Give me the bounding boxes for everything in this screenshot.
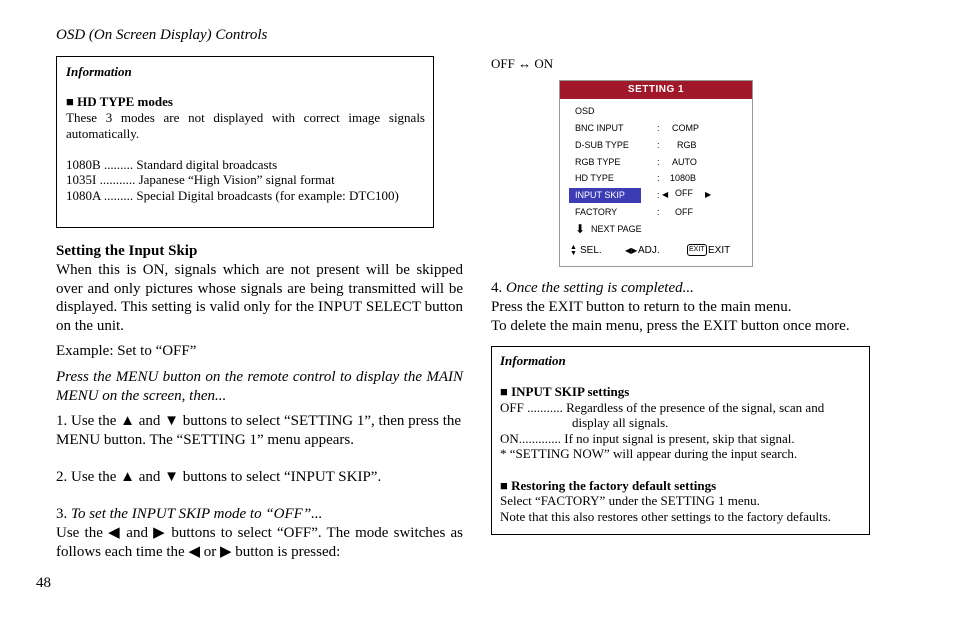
osd-row-rgb-type[interactable] <box>560 154 752 170</box>
step-3-title: To set the INPUT SKIP mode to “OFF”... <box>71 506 323 522</box>
down-arrow-icon: ⬇ <box>575 222 586 236</box>
osd-row-label: HD TYPE <box>575 173 614 183</box>
osd-menu-title: SETTING 1 <box>560 81 752 99</box>
step-1: 1. Use the ▲ and ▼ buttons to select “SETTING 1”, then press the MENU button. The “SETTING 1” menu appears. <box>56 413 462 448</box>
osd-row-hd-type[interactable] <box>560 170 752 186</box>
restore-line-2: Note that this also restores other settings to the factory defaults. <box>500 509 832 524</box>
osd-row-factory[interactable] <box>560 204 752 220</box>
next-page-label: NEXT PAGE <box>591 224 642 234</box>
osd-row-value: AUTO <box>672 157 697 167</box>
step-4-heading <box>491 279 694 298</box>
setting-now-note: * “SETTING NOW” will appear during the input search. <box>500 446 798 461</box>
osd-row-label: FACTORY <box>575 207 618 217</box>
information-box-hd-type <box>56 56 434 228</box>
example-text: Example: Set to “OFF” <box>56 343 197 359</box>
step-4-line-2: To delete the main menu, press the EXIT button once more. <box>491 318 850 334</box>
info-heading: Information <box>500 353 566 368</box>
section-heading-input-skip: Setting the Input Skip <box>56 243 198 259</box>
osd-row-input-skip[interactable] <box>560 187 752 203</box>
step-4-number: 4. <box>491 280 506 296</box>
info-subheading-input-skip: ■ INPUT SKIP settings <box>500 384 630 399</box>
step-3-body: Use the ◀ and ▶ buttons to select “OFF”. The mode switches as follows each time the ◀ or ▶ button is pressed: <box>56 525 463 560</box>
restore-line-1: Select “FACTORY” under the SETTING 1 menu. <box>500 493 760 508</box>
osd-row-colon: : <box>657 207 660 217</box>
osd-row-label: OSD <box>575 106 595 116</box>
osd-row-value: RGB <box>677 140 697 150</box>
osd-row-value: OFF <box>675 188 693 198</box>
section-header: OSD (On Screen Display) Controls <box>56 27 268 43</box>
osd-row-value: OFF <box>675 207 693 217</box>
right-arrow-icon[interactable]: ▶ <box>705 190 712 199</box>
off-setting-line-2: display all signals. <box>572 415 669 430</box>
osd-row-label: RGB TYPE <box>575 157 621 167</box>
osd-row-colon: : <box>657 123 660 133</box>
off-setting-line-1: OFF ........... Regardless of the presence of the signal, scan and <box>500 400 825 415</box>
osd-setting-1-menu <box>559 80 753 267</box>
step-3-number: 3. <box>56 506 71 522</box>
osd-row-value: 1080B <box>670 173 697 183</box>
info-heading: Information <box>66 64 132 79</box>
osd-row-colon: : <box>657 157 660 167</box>
adj-label: ADJ. <box>638 245 660 256</box>
step-4-title: Once the setting is completed... <box>506 280 694 296</box>
page-number: 48 <box>36 575 51 591</box>
osd-row-label: D-SUB TYPE <box>575 140 629 150</box>
hd-mode-1035i: 1035I ........... Japanese “High Vision” signal format <box>66 172 335 187</box>
exit-label: EXIT <box>708 245 731 256</box>
menu-instruction: Press the MENU button on the remote control to display the MAIN MENU on the screen, then... <box>56 369 463 404</box>
left-right-arrows-icon: ◀▶ <box>625 246 638 255</box>
osd-row-bnc-input[interactable] <box>560 120 752 136</box>
toggle-sequence: OFF ↔ ON <box>491 56 554 71</box>
on-setting-line: ON............. If no input signal is present, skip that signal. <box>500 431 795 446</box>
step-3-heading <box>56 505 463 524</box>
left-arrow-icon[interactable]: ◀ <box>662 190 669 199</box>
osd-row-value: COMP <box>672 123 699 133</box>
info-subheading-factory: ■ Restoring the factory default settings <box>500 478 717 493</box>
osd-row-label: INPUT SKIP <box>575 190 625 200</box>
osd-row-d-sub-type[interactable] <box>560 137 752 153</box>
osd-row-next-page[interactable] <box>560 221 752 237</box>
exit-icon: EXIT <box>687 243 707 259</box>
osd-row-colon: : <box>657 173 660 183</box>
sel-label: SEL. <box>580 245 602 256</box>
osd-row-label: BNC INPUT <box>575 123 624 133</box>
up-down-arrows-icon: ▲ ▼ <box>570 244 577 257</box>
hd-mode-1080a: 1080A ......... Special Digital broadcasts (for example: DTC100) <box>66 188 399 203</box>
osd-row-osd[interactable] <box>560 103 752 119</box>
step-2: 2. Use the ▲ and ▼ buttons to select “INPUT SKIP”. <box>56 469 382 485</box>
info-intro: These 3 modes are not displayed with correct image signals automatically. <box>66 110 425 141</box>
osd-row-colon: : <box>657 190 660 200</box>
step-4-line-1: Press the EXIT button to return to the main menu. <box>491 299 792 315</box>
information-box-input-skip <box>491 346 870 535</box>
osd-row-colon: : <box>657 140 660 150</box>
input-skip-description: When this is ON, signals which are not present will be skipped over and only pictures whose signals are being transmitted will be displayed. This setting is valid only for the INPUT SELECT button on the unit. <box>56 262 463 334</box>
hd-mode-1080b: 1080B ......... Standard digital broadcasts <box>66 157 278 172</box>
info-subheading: ■ HD TYPE modes <box>66 94 173 109</box>
